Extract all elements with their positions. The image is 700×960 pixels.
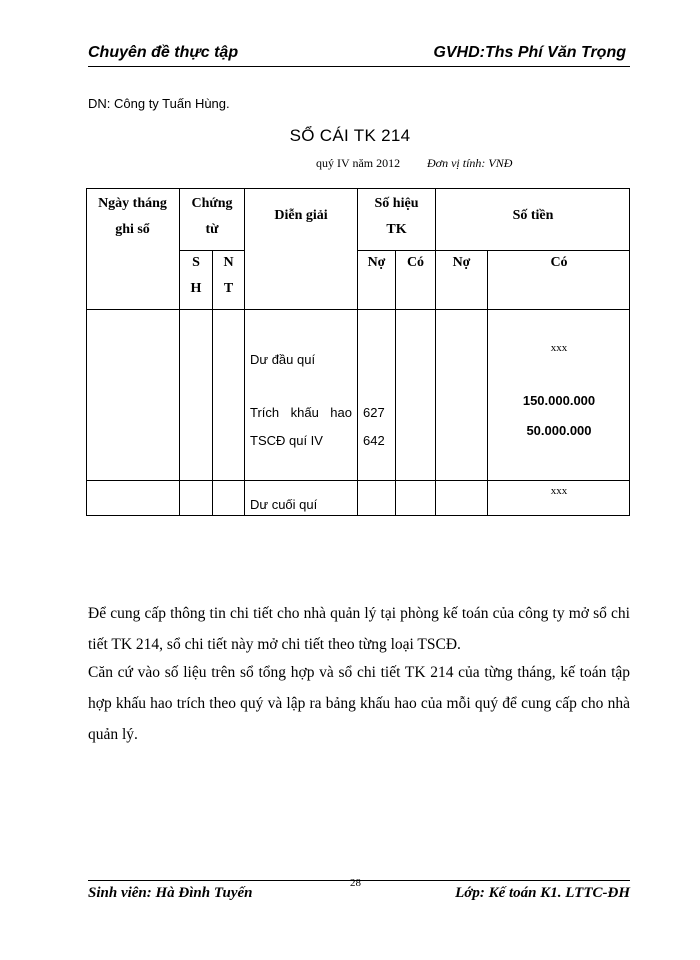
account-627: 627: [363, 405, 385, 420]
account-642: 642: [363, 433, 385, 448]
sub-nt-line1: N: [223, 255, 234, 270]
depreciation-description: [250, 399, 352, 455]
depreciation-description-line2: TSCĐ quí IV: [250, 433, 323, 448]
footer-class: Lớp: Kế toán K1. LTTC-ĐH: [455, 885, 630, 901]
closing-balance-label: Dư cuối quí: [250, 497, 318, 512]
sub-amount-credit: Có: [550, 255, 568, 270]
paragraph-1: Để cung cấp thông tin chi tiết cho nhà quản lý tại phòng kế toán của công ty mở sổ chi tiết TK 214, sổ chi tiết này mở chi tiết theo từng loại TSCĐ.: [88, 605, 630, 653]
header-account-line2: TK: [386, 222, 407, 237]
header-account-line1: Số hiệu: [374, 196, 419, 211]
opening-balance-label: Dư đầu quí: [250, 352, 316, 367]
header-account: [358, 191, 435, 243]
amount-50m: 50.000.000: [526, 423, 592, 438]
header-description: Diễn giải: [274, 208, 328, 223]
sub-nt: [213, 250, 244, 302]
page-header: [88, 44, 630, 67]
company-name: DN: Công ty Tuấn Hùng.: [88, 96, 230, 111]
header-right: GVHD:Ths Phí Văn Trọng: [433, 44, 626, 61]
header-voucher-line1: Chứng: [191, 196, 233, 211]
footer-student: Sinh viên: Hà Đình Tuyến: [88, 885, 253, 901]
ledger-period: quý IV năm 2012: [316, 156, 401, 170]
closing-balance-value: xxx: [550, 485, 568, 497]
header-amount: Số tiền: [512, 208, 554, 223]
currency-unit: Đơn vị tính: VNĐ: [427, 156, 513, 170]
sub-sh-line2: H: [190, 281, 202, 296]
ledger-table: [86, 188, 630, 517]
sub-sh-line1: S: [192, 255, 200, 270]
sub-account-credit: Có: [406, 255, 425, 270]
depreciation-description-line1: Trích khấu hao: [250, 405, 352, 420]
sub-amount-debit: Nợ: [452, 255, 471, 270]
opening-balance-value: xxx: [550, 342, 568, 354]
page-number: 28: [350, 877, 361, 889]
amount-150m: 150.000.000: [522, 393, 596, 408]
sub-account-debit: Nợ: [367, 255, 386, 270]
header-date-line1: Ngày tháng: [98, 196, 167, 211]
ledger-title: SỔ CÁI TK 214: [289, 126, 411, 145]
header-date-line2: ghi sổ: [115, 222, 150, 237]
page-footer: [88, 877, 630, 903]
sub-nt-line2: T: [223, 281, 234, 296]
paragraph-2: Căn cứ vào số liệu trên sổ tổng hợp và sổ chi tiết TK 214 của từng tháng, kế toán tập hợp khấu hao trích theo quý và lập ra bảng khấu hao của mỗi quý để cung cấp cho nhà quản lý.: [88, 664, 630, 743]
header-voucher-line2: từ: [205, 222, 219, 237]
header-voucher: [180, 191, 244, 243]
header-left: Chuyên đề thực tập: [88, 44, 239, 61]
sub-sh: [180, 250, 212, 302]
header-date: [86, 191, 179, 243]
